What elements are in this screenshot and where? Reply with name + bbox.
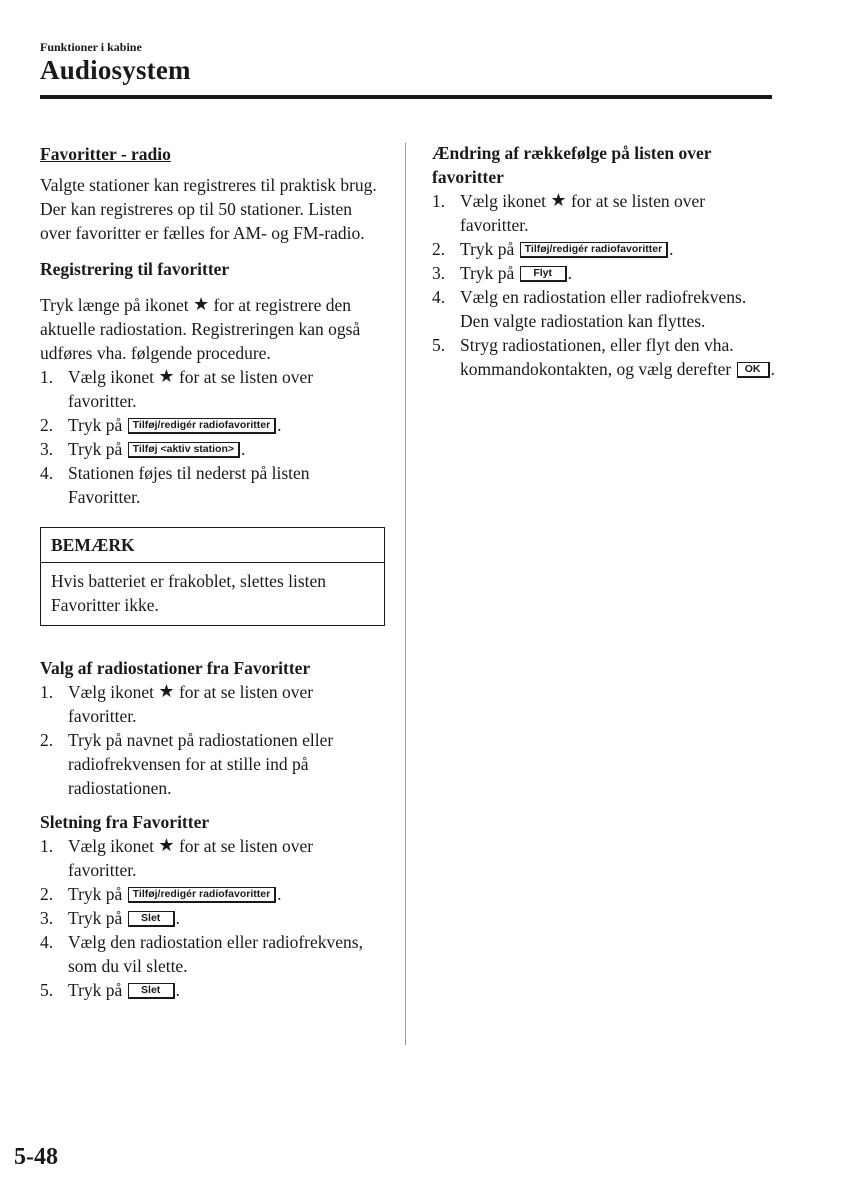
list-item: 3. Tryk på Flyt .	[432, 263, 573, 283]
page-number: 5-48	[14, 1144, 58, 1170]
reorder-steps	[432, 189, 777, 381]
list-item: 2. Tryk på Tilføj/redigér radiofavoritter .	[432, 239, 674, 259]
list-item: 1. Vælg ikonet ★ for at se listen over favoritter.	[40, 366, 314, 411]
list-item: 2. Tryk på Tilføj/redigér radiofavoritter .	[40, 415, 282, 435]
list-item: 1. Vælg ikonet ★ for at se listen over favoritter.	[432, 190, 706, 235]
list-item: 1. Vælg ikonet ★ for at se listen over favoritter.	[40, 681, 314, 726]
list-item: 3. Tryk på Slet .	[40, 908, 181, 928]
list-item: 2. Tryk på Tilføj/redigér radiofavoritter .	[40, 884, 282, 904]
list-item: 2. Tryk på navnet på radiostationen eller radiofrekvensen for at stille ind på radiostationen.	[40, 730, 334, 798]
move-button[interactable]: Flyt	[520, 266, 567, 282]
heading-delete-from-favorites: Sletning fra Favoritter	[40, 812, 210, 832]
register-paragraph: Tryk længe på ikonet ★ for at registrere den aktuelle radiostation. Registreringen kan også udføres vha. følgende procedure.	[40, 294, 361, 363]
add-edit-favorites-button[interactable]: Tilføj/redigér radiofavoritter	[128, 887, 277, 903]
list-item: 1. Vælg ikonet ★ for at se listen over favoritter.	[40, 835, 314, 880]
right-column	[432, 141, 777, 381]
add-edit-favorites-button[interactable]: Tilføj/redigér radiofavoritter	[520, 242, 669, 258]
note-body: Hvis batteriet er frakoblet, slettes listen Favoritter ikke.	[51, 571, 327, 615]
note-box	[40, 527, 385, 626]
section-label: Funktioner i kabine	[40, 40, 142, 54]
column-divider	[405, 143, 406, 1045]
note-heading: BEMÆRK	[41, 528, 384, 563]
star-icon: ★	[158, 366, 175, 386]
ok-button[interactable]: OK	[737, 362, 770, 378]
list-item: 5. Tryk på Slet .	[40, 980, 181, 1000]
add-edit-favorites-button[interactable]: Tilføj/redigér radiofavoritter	[128, 418, 277, 434]
intro-paragraph: Valgte stationer kan registreres til praktisk brug. Der kan registreres op til 50 stationer. Listen over favoritter er fælles for AM- og FM-radio.	[40, 175, 377, 243]
page-title: Audiosystem	[40, 55, 191, 85]
list-item: 4. Stationen føjes til nederst på listen Favoritter.	[40, 463, 310, 507]
list-item: 3. Tryk på Tilføj <aktiv station> .	[40, 439, 246, 459]
register-steps	[40, 365, 385, 509]
star-icon: ★	[550, 190, 567, 210]
heading-favorites-radio: Favoritter - radio	[40, 144, 171, 164]
delete-steps	[40, 834, 385, 1002]
delete-button[interactable]: Slet	[128, 911, 175, 927]
list-item: 4. Vælg en radiostation eller radiofrekvens. Den valgte radiostation kan flyttes.	[432, 287, 747, 331]
heading-select-from-favorites: Valg af radiostationer fra Favoritter	[40, 658, 311, 678]
heading-reorder-favorites: Ændring af rækkefølge på listen over favoritter	[432, 143, 712, 187]
title-rule	[40, 95, 772, 99]
select-steps	[40, 680, 385, 800]
delete-button[interactable]: Slet	[128, 983, 175, 999]
star-icon: ★	[192, 294, 210, 314]
star-icon: ★	[158, 835, 175, 855]
list-item: 4. Vælg den radiostation eller radiofrekvens, som du vil slette.	[40, 932, 363, 976]
left-column	[40, 141, 385, 1002]
add-active-station-button[interactable]: Tilføj <aktiv station>	[128, 442, 240, 458]
heading-register: Registrering til favoritter	[40, 259, 230, 279]
list-item: 5. Stryg radiostationen, eller flyt den vha. kommandokontakten, og vælg derefter OK .	[432, 335, 775, 379]
star-icon: ★	[158, 681, 175, 701]
